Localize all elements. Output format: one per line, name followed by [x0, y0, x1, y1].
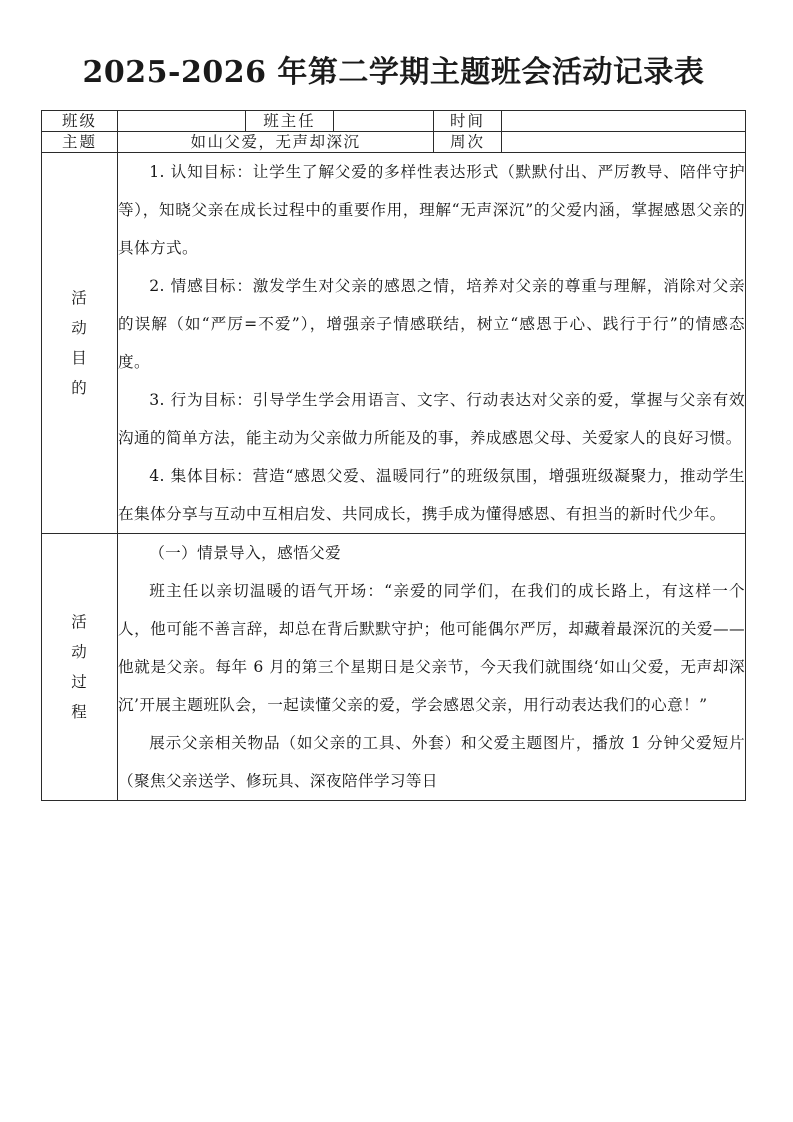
purpose-paragraph: 1. 认知目标：让学生了解父爱的多样性表达形式（默默付出、严厉教导、陪伴守护等），知晓父亲在成长过程中的重要作用，理解“无声深沉”的父爱内涵，掌握感恩父亲的具体方式。 [118, 163, 745, 257]
activity-process-label-char-0: 活 [71, 613, 88, 631]
class-value[interactable] [118, 111, 246, 132]
activity-purpose-label-char-0: 活 [71, 289, 88, 307]
activity-process-label-char-1: 动 [71, 643, 88, 661]
activity-purpose-content [118, 153, 746, 534]
table-row-activity-process [42, 534, 746, 801]
class-label: 班级 [42, 111, 118, 132]
time-label: 时间 [434, 111, 502, 132]
head-teacher-value[interactable] [334, 111, 434, 132]
activity-purpose-label-char-2: 目 [71, 349, 88, 367]
activity-process-label-char-3: 程 [71, 703, 88, 721]
purpose-paragraph: 4. 集体目标：营造“感恩父爱、温暖同行”的班级氛围，增强班级凝聚力，推动学生在集体分享与互动中互相启发、共同成长，携手成为懂得感恩、有担当的新时代少年。 [118, 467, 745, 523]
page-title: 2025-2026 年第二学期主题班会活动记录表 [82, 55, 705, 90]
topic-label: 主题 [42, 132, 118, 153]
activity-process-content [118, 534, 746, 801]
week-label: 周次 [434, 132, 502, 153]
head-teacher-label: 班主任 [246, 111, 334, 132]
activity-process-label-char-2: 过 [71, 673, 88, 691]
process-paragraph: （一）情景导入，感悟父爱 [149, 544, 342, 562]
process-paragraph: 展示父亲相关物品（如父亲的工具、外套）和父爱主题图片，播放 1 分钟父爱短片（聚焦父亲送学、修玩具、深夜陪伴学习等日 [118, 734, 745, 790]
process-paragraph: 班主任以亲切温暖的语气开场：“亲爱的同学们，在我们的成长路上，有这样一个人，他可能不善言辞，却总在背后默默守护；他可能偶尔严厉，却藏着最深沉的关爱——他就是父亲。每年 6 月的第三个星期日是父亲节，今天我们就围绕‘如山父爱，无声却深沉’开展主题班队会，一起读懂父亲的爱，学会感恩父亲，用行动表达我们的心意！” [118, 582, 745, 714]
table-row-topic [42, 132, 746, 153]
purpose-paragraph: 2. 情感目标：激发学生对父亲的感恩之情，培养对父亲的尊重与理解，消除对父亲的误解（如“严厉=不爱”），增强亲子情感联结，树立“感恩于心、践行于行”的情感态度。 [118, 277, 745, 371]
table-row-basic-info [42, 111, 746, 132]
activity-purpose-label [42, 153, 118, 534]
activity-process-label [42, 534, 118, 801]
topic-value[interactable]: 如山父爱，无声却深沉 [118, 132, 434, 153]
week-value[interactable] [502, 132, 746, 153]
time-value[interactable] [502, 111, 746, 132]
purpose-paragraph: 3. 行为目标：引导学生学会用语言、文字、行动表达对父亲的爱，掌握与父亲有效沟通的简单方法，能主动为父亲做力所能及的事，养成感恩父母、关爱家人的良好习惯。 [118, 391, 745, 447]
table-row-activity-purpose [42, 153, 746, 534]
activity-purpose-label-char-1: 动 [71, 319, 88, 337]
activity-record-table [41, 110, 746, 801]
activity-purpose-label-char-3: 的 [71, 379, 88, 397]
